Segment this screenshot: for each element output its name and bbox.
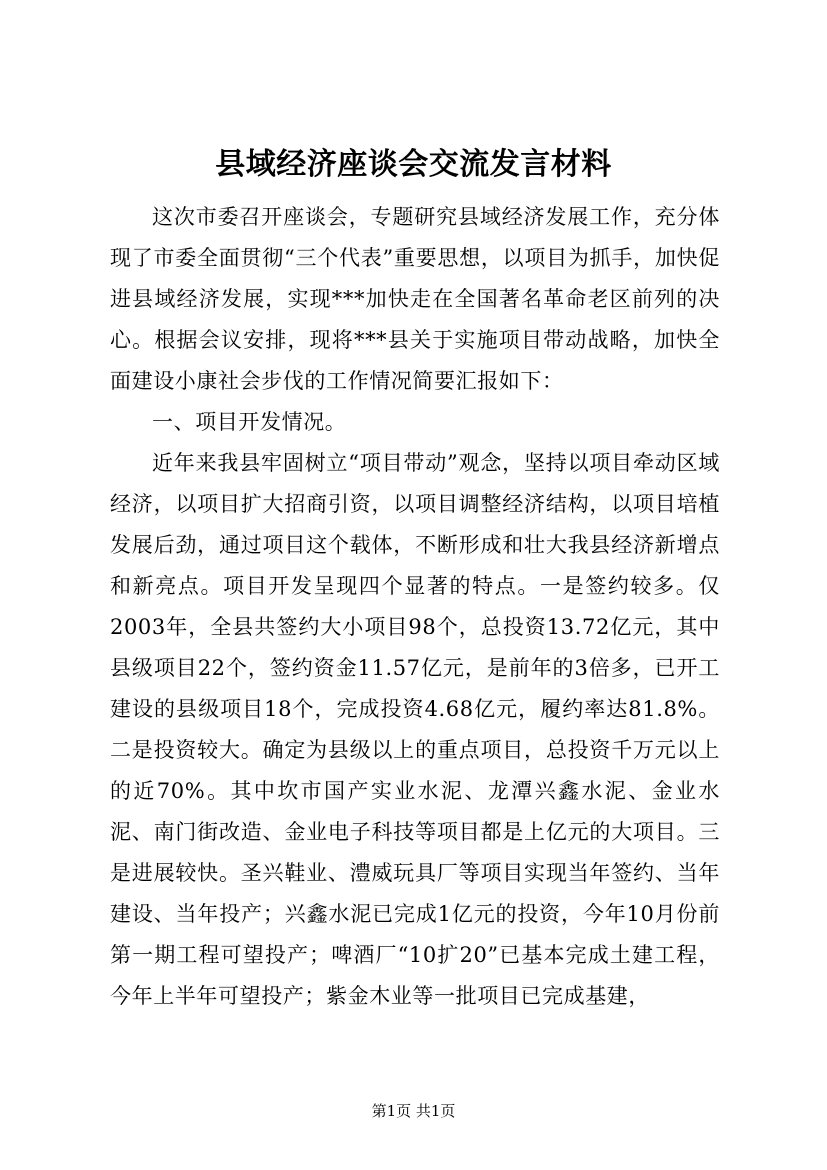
section-heading-project-development: 一、项目开发情况。	[152, 410, 347, 434]
page-footer: 第1页 共1页	[371, 1102, 456, 1120]
document-title: 县域经济座谈会交流发言材料	[215, 147, 612, 182]
paragraph-project-development: 近年来我县牢固树立“项目带动”观念，坚持以项目牵动区域经济，以项目扩大招商引资，以项目调整经济结构，以项目培植发展后劲，通过项目这个载体，不断形成和壮大我县经济新增点和新亮点。项目开发呈现四个显著的特点。一是签约较多。仅2003年，全县共签约大小项目98个，总投资13.72亿元，其中县级项目22个，签约资金11.57亿元，是前年的3倍多，已开工建设的县级项目18个，完成投资4.68亿元，履约率达81.8%。二是投资较大。确定为县级以上的重点项目，总投资千万元以上的近70%。其中坎市国产实业水泥、龙潭兴鑫水泥、金业水泥、南门街改造、金业电子科技等项目都是上亿元的大项目。三是进展较快。圣兴鞋业、澧威玩具厂等项目实现当年签约、当年建设、当年投产；兴鑫水泥已完成1亿元的投资，今年10月份前第一期工程可望投产；啤酒厂“10扩20”已基本完成土建工程，今年上半年可望投产；紫金木业等一批项目已完成基建，	[110, 451, 720, 1008]
paragraph-intro: 这次市委召开座谈会，专题研究县域经济发展工作，充分体现了市委全面贯彻“三个代表”重要思想，以项目为抓手，加快促进县域经济发展，实现***加快走在全国著名革命老区前列的决心。根据会议安排，现将***县关于实施项目带动战略，加快全面建设小康社会步伐的工作情况简要汇报如下：	[110, 205, 720, 393]
document-body	[110, 197, 720, 1017]
